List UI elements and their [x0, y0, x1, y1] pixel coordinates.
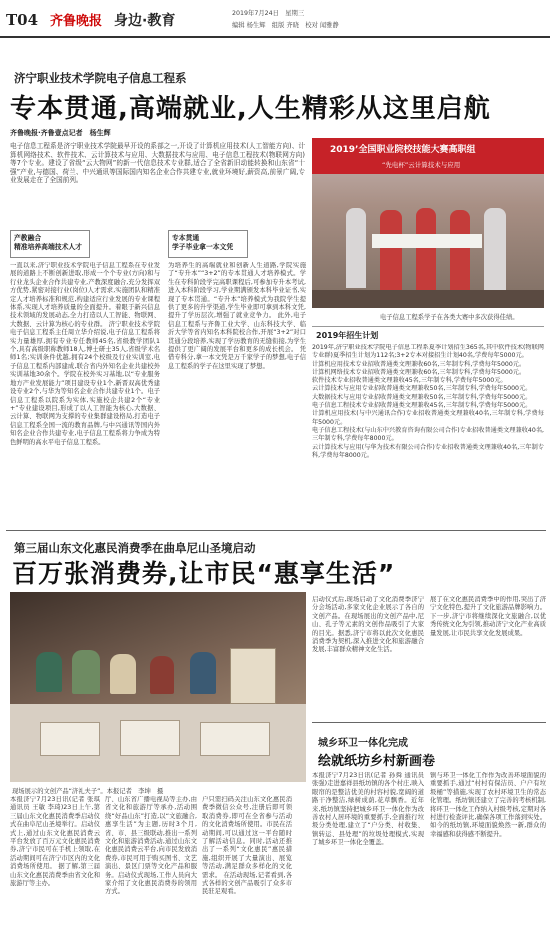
article1-col1: 一直以来,济宁职业技术学院电子信息工程系在专业发展的道路上不断创新进取,形成一个个专业(方向)和与行业龙头企业合作共建专业,产教深度融合,充分发挥双方优势,紧密对接行业(岗位)人才需求,实施团队和精准定人才培养标准和规范,构建适应行业发展的专业课程体系,实现人才培养质量的全面提升。着眼于新兴信息技术领域的发展动态,全力打造以人工智能、物联网、大数据、云计算为核心的专业群。 济宁职业技术学院电子信息工程系主任周立华介绍说,电子信息工程系将实力量雄厚,拥有专业专任教师45名,省级教学团队1个,具有高级职称教师18人,博士研士35人,省级学术名师1名;实训条件优越,拥有24个校级及行业实训室,电子信息工程系内部建成,联合省内外知名企业共建校外实训基地30余个。学院在校外实习基地,以“专业服务地方产业发展能力”项目建设专业1个,新晋双高优秀建设专业2个,与华为等知名企业合作共建专业1个。电子信息工程系以院系为实体,实施校企共建2个“专业+”专业建设项目,形成了以人工智能为核心,大数据、云计算、物联网为支撑的专业集群建设格局,打造电子信息工程系全国一流的教育品牌,与中兴通讯等国内外知名企业合作共建专业,电子信息工程系将力争成为特色鲜明的高水平电子信息工程系。: [10, 262, 160, 446]
cultural-products-photo: [10, 592, 306, 782]
photo-banner-text: 2019’全国职业院校技能大赛高职组: [330, 145, 476, 155]
photo-banner-sub: “先电杯”云计算技术与应用: [382, 161, 461, 169]
section-title: 身边·教育: [114, 13, 176, 29]
article2-col1: 本报济宁7月23日讯(记者 张琪 通讯员 王敏 李琦)23日上午,第三届山东文化惠民消费季启动仪式在曲阜尼山圣境举行。启动仪式上,通过山东文化惠民消费云平台发放了百万元文化惠民消费券,济宁市民可在手机上领取,在活动期间可在济宁市区内的文化消费场所使用。 据了解,第三届山东文化惠民消费季由省文化和旅游厅等主办。: [10, 796, 100, 888]
subhead-box-1: 产教融合 精准培养高端技术人才: [10, 230, 90, 258]
article1-headline: 专本贯通,高端就业,人生精彩从这里启航: [10, 94, 491, 124]
article3-col1: 本报济宁7月23日讯(记者 孙舜 通讯员 张强)走进嘉祥县纸坊镇的各个村庄,映入眼帘的是整洁优美的村容村貌,宽阔的道路干净整洁,绿树成荫,花草飘香。近年来,纸坊镇坚持把城乡环卫一体化作为改善农村人居环境的重要抓手,全面推行垃圾分类处理,建立了“户分类、村收集、镇转运、县处理”的垃圾处理模式,实现了城乡环卫一体化全覆盖。: [312, 772, 424, 847]
article1-col2: 为培养生的高端就业和创新人生道路,学院实施了“专升本”“3+2”的专本贯通人才培养模式。学生在专科阶段学完高职课程后,可参加专升本考试,进入本科阶段学习,学业期满颁发本科毕业证书,实现了专本贯通。“专升本”培养模式为我院学生提供了更多的升学渠道,学生毕业即可拿到本科文凭,提升了学历层次,增强了就业竞争力。 此外,电子信息工程系与齐鲁工业大学、山东科技大学、临沂大学等省内知名本科院校合作,开展“3+2”对口贯通分段培养,实现了学历教育的无缝衔接,为学生提供了更广阔的发展平台和更多的成长机会。 凭借专科分,拿一本文凭是万千家学子的梦想,电子信息工程系的学子在这里实现了梦想。: [168, 262, 306, 370]
article1-kicker: 济宁职业技术学院电子信息工程系: [14, 71, 187, 85]
section-divider: [6, 530, 546, 531]
editor-credits: 编辑 杨生辉 组版 齐晓 校对 闻雅静: [232, 22, 339, 29]
article2-col5: 展了在文化惠民消费季中的作用,突出了济宁文化特色,提升了文化旅游品牌影响力。下一步,济宁市将继续深化文旅融合,以优秀传统文化为引领,推动济宁文化产业高质量发展,让市民共享文化发展成果。: [430, 596, 546, 637]
date-line: 2019年7月24日 星期三: [232, 10, 305, 17]
article3-headline: 绘就纸坊乡村新画卷: [318, 754, 436, 769]
article2-col4: 启动仪式后,现场启动了文化消费季济宁分会场活动,多家文化企业展示了各自的文创产品。在现场展出的文创产品中,尼山、孔子等元素的文创作品吸引了大家的目光。据悉,济宁市将以此次文化惠民消费季为契机,深入推进文化和旅游融合发展,丰富群众精神文化生活。: [312, 596, 424, 654]
article3-col2: 镇与环卫一体化工作作为改善环境面貌的重要抓手,通过“村村有保洁员、户户有垃圾桶”等措施,实现了农村环境卫生的常态化管理。纸坊镇还建立了完善的考核机制,将环卫一体化工作纳入村级考核,定期对各村进行检查评比,确保各项工作落到实处。如今的纸坊镇,环境面貌焕然一新,群众的幸福感和获得感不断提升。: [430, 772, 546, 838]
enrollment-plan-text: 2019年,济宁职业技术学院电子信息工程系夏季计划招生365名,其中软件技术(物联网专业群)夏季招生计划为112名;3+2专本对接招生计划40名,学费每年5000元。 计算机应用技术专业招收普通类文理兼收60名,三年制专科,学费每年5000元。 计算机网络技术专业招收普通类文理兼收60名,三年制专科,学费每年5000元。 软件技术专业招收普通类文理兼收45名,三年制专科,学费每年5000元。 云计算技术与应用专业招收普通类文理兼收50名,三年制专科,学费每年5000元。 大数据技术与应用专业招收普通类文理兼收50名,三年制专科,学费每年5000元。 电子信息工程技术专业招收普通类文理兼收45名,三年制专科,学费每年5000元。 计算机应用技术(与中兴通讯合作)专业招收普通类文理兼收40名,三年制专科,学费每年5000元。 电子信息工程技术(与山东中兴教育咨询有限公司合作)专业招收普通类文理兼收40名,三年制专科,学费每年8000元。 云计算技术与应用(与华为技术有限公司合作)专业招收普通类文理兼收40名,三年制专科,学费每年8000元。: [312, 344, 544, 459]
article1-lead: 电子信息工程系是济宁职业技术学院最早开设的系部之一,开设了计算机应用技术(人工智能方向)、计算机网络技术、软件技术、云计算技术与应用、大数据技术与应用、电子信息工程技术(物联网方向)等7个专业。建设了省级“云大物网”的新一代信息技术专业群,适合了全省新旧动能转换和山东省“十强”产业,与德国、荷兰、中兴通讯等国际国内知名企业合作共建专业,就业环境好,薪资高,前景广阔,专业发展走在了全国前列。: [10, 142, 305, 184]
article3-kicker: 城乡环卫一体化完成: [318, 738, 408, 749]
award-photo: [312, 138, 544, 308]
subhead-box-2: 专本贯通 学子毕业拿一本文凭: [168, 230, 248, 258]
newspaper-logo: 齐鲁晚报: [50, 14, 103, 29]
article2-col2: 厅、山东省广播电视局等主办,由省文化和旅游厅等承办,活动围绕“好品山东”打造,以“文旅融合,惠享生活”为主题,历时3个月,省、市、县三级联动,推出一系列文化和旅游消费活动,通过山东文化惠民消费云平台,向市民发放消费券,市民可用于购买图书、文艺演出、景区门票等文化产品和服务。启动仪式现场,工作人员向大家介绍了文化惠民消费券的领用方式。: [105, 796, 197, 896]
photo1-caption: 电子信息工程系学子在各类大赛中多次获得佳绩。: [380, 314, 519, 321]
article2-headline: 百万张消费券,让市民“惠享生活”: [12, 559, 396, 588]
sidebar-title: 2019年招生计划: [316, 331, 379, 340]
article2-col3: 户只需扫码关注山东文化惠民消费季微信公众号,注册后即可领取消费券,即可在全省参与活动的文化消费场所使用。市民在活动期间,可以通过这一平台随时了解活动信息。同时,活动还推出了一系列“文化惠民”惠民措施,组织开展了大量演出、展览等活动,满足群众多样化的文化需求。 在活动现场,记者看到,各式各样的文创产品吸引了众多市民驻足观看。: [202, 796, 292, 896]
article3-divider: [312, 722, 546, 723]
article2-kicker: 第三届山东文化惠民消费季在曲阜尼山圣境启动: [14, 541, 256, 555]
page-number: T04: [6, 11, 39, 29]
article1-byline: 齐鲁晚报·齐鲁壹点记者 杨生辉: [10, 129, 111, 137]
page-header: [0, 0, 550, 38]
photo2-caption: 现场展示的文创产品“济礼夫子”。本报记者 李坤 摄: [12, 788, 164, 795]
